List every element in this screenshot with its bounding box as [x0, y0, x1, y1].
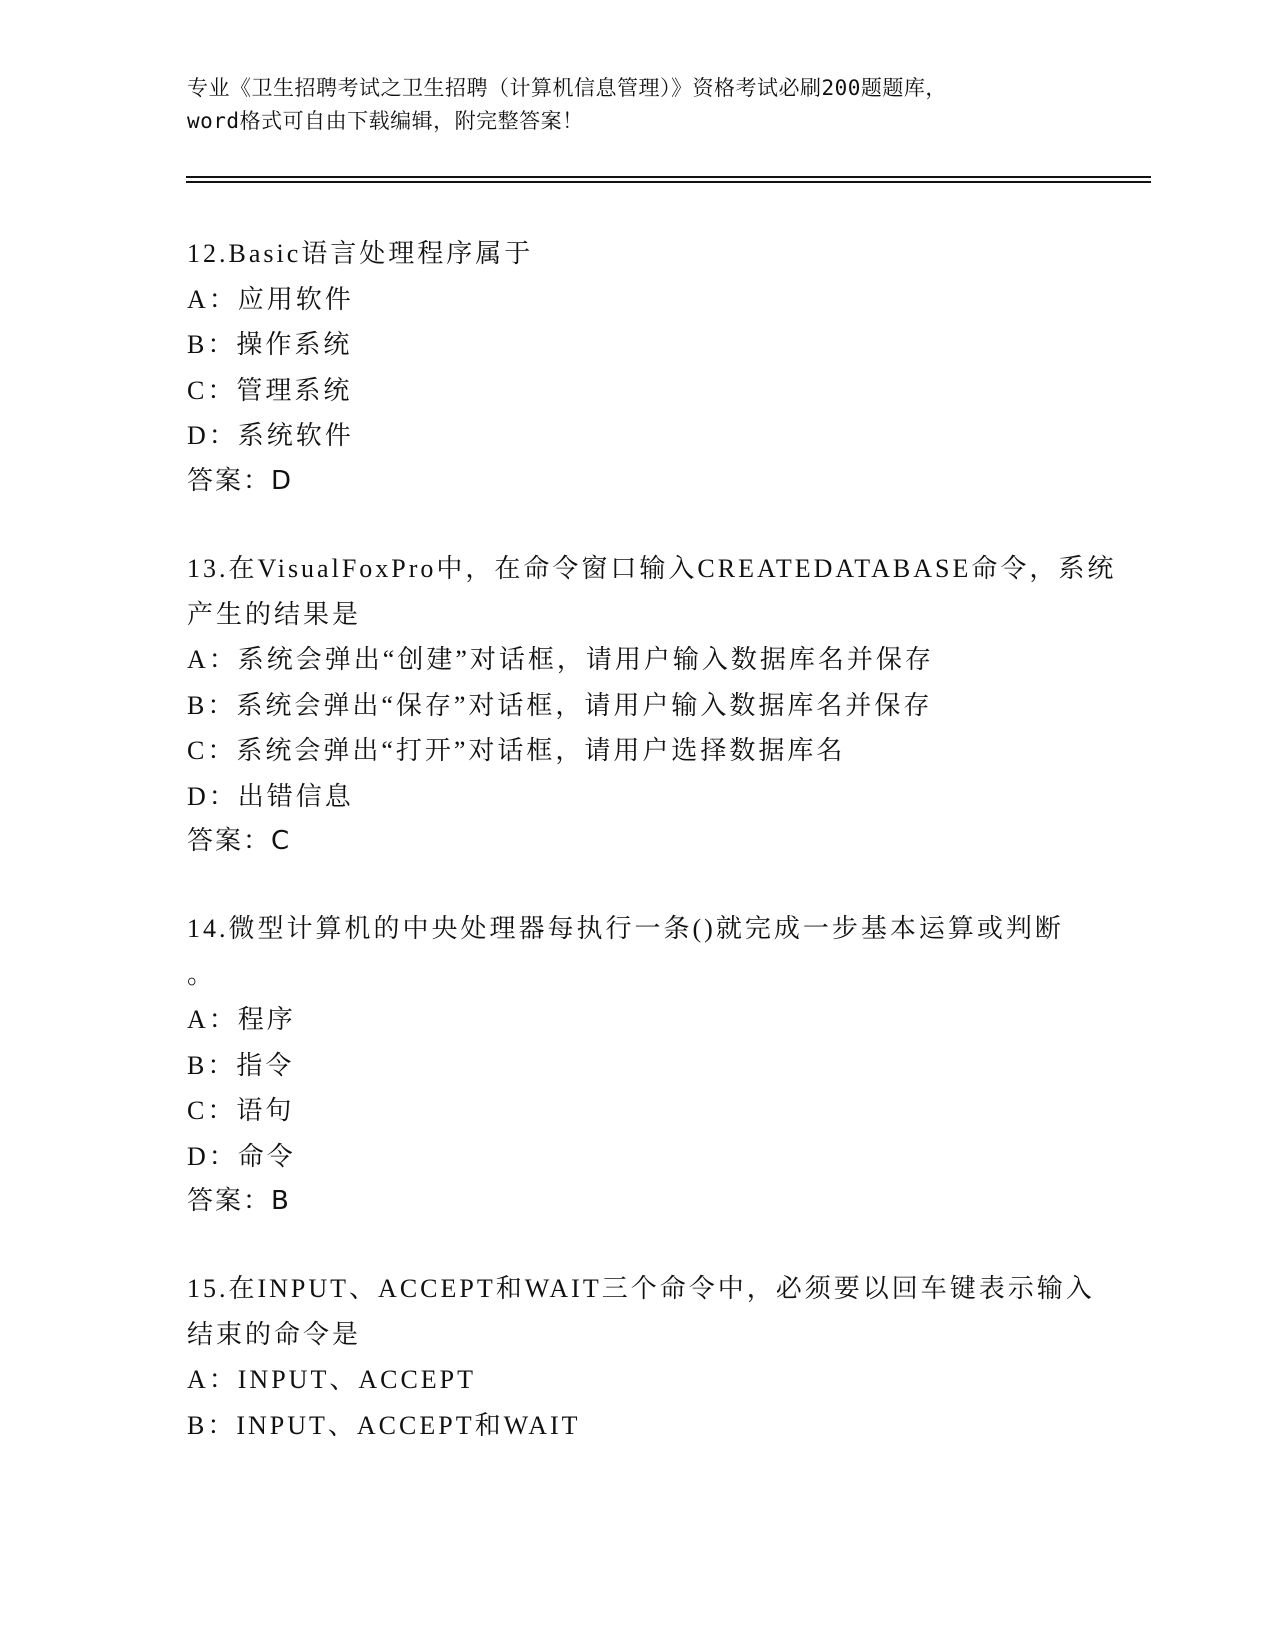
option-d: D：系统软件 [187, 421, 354, 450]
option-a: A：程序 [187, 1005, 296, 1034]
header-divider-top [186, 176, 1151, 178]
option-a: A：应用软件 [187, 284, 354, 314]
question-stem: 14.微型计算机的中央处理器每执行一条()就完成一步基本运算或判断 [187, 914, 1064, 943]
answer: 答案：B [187, 1186, 291, 1216]
option-a: A：系统会弹出“创建”对话框，请用户输入数据库名并保存 [187, 645, 934, 674]
option-a: A：INPUT、ACCEPT [187, 1365, 477, 1394]
document-header [187, 72, 1087, 138]
question-15 [187, 1266, 1095, 1448]
answer: 答案：D [187, 465, 294, 496]
question-stem: 15.在INPUT、ACCEPT和WAIT三个命令中，必须要以回车键表示输入 [187, 1274, 1095, 1303]
question-stem: 12.Basic语言处理程序属于 [187, 239, 534, 268]
option-d: D：命令 [187, 1141, 296, 1171]
option-b: B：指令 [187, 1050, 295, 1080]
header-divider-bottom [186, 181, 1151, 183]
option-b: B：系统会弹出“保存”对话框，请用户输入数据库名并保存 [187, 690, 933, 720]
answer: 答案：C [187, 826, 292, 856]
header-line-2: word格式可自由下载编辑，附完整答案！ [187, 109, 584, 133]
question-stem-cont: 结束的命令是 [187, 1319, 362, 1349]
option-d: D：出错信息 [187, 781, 354, 811]
option-c: C：语句 [187, 1096, 295, 1125]
question-12 [187, 231, 1087, 504]
question-stem-cont: 。 [187, 959, 217, 989]
question-13 [187, 546, 1117, 865]
question-14 [187, 906, 1087, 1225]
question-stem: 13.在VisualFoxPro中，在命令窗口输入CREATEDATABASE命令，系统 [187, 554, 1117, 583]
option-c: C：管理系统 [187, 375, 353, 405]
option-b: B：INPUT、ACCEPT和WAIT [187, 1410, 581, 1440]
option-b: B：操作系统 [187, 330, 353, 359]
header-line-1: 专业《卫生招聘考试之卫生招聘（计算机信息管理）》资格考试必刷200题题库， [187, 76, 947, 100]
option-c: C：系统会弹出“打开”对话框，请用户选择数据库名 [187, 736, 846, 765]
question-stem-cont: 产生的结果是 [187, 599, 362, 629]
